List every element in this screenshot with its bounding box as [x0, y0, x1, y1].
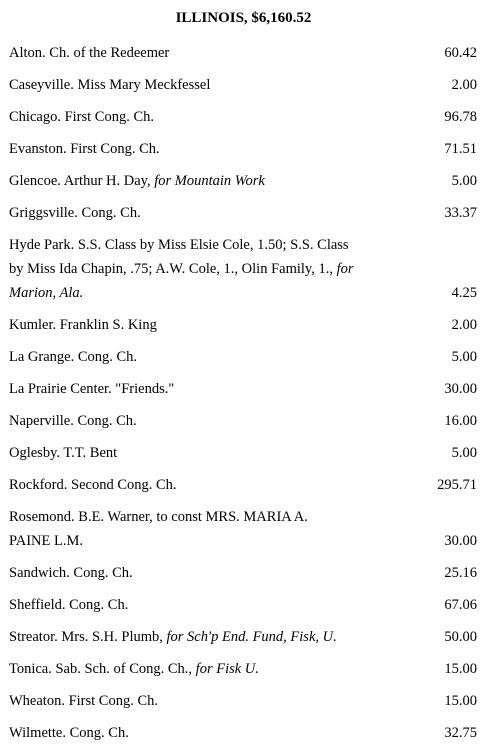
- entry-line: [9, 529, 409, 553]
- list-item: [9, 625, 477, 649]
- entry-text: Caseyville. Miss Mary Meckfessel: [9, 77, 211, 93]
- entry-description: [9, 233, 409, 305]
- entry-text: Tonica. Sab. Sch. of Cong. Ch.,: [9, 661, 196, 677]
- entry-line: [9, 345, 409, 369]
- entry-line: [9, 313, 409, 337]
- entry-text: Oglesby. T.T. Bent: [9, 445, 118, 461]
- entry-amount: 5.00: [451, 349, 477, 365]
- entry-description: [9, 73, 409, 97]
- entry-line: [9, 657, 409, 681]
- entry-amount: 16.00: [444, 413, 477, 429]
- list-item: [9, 41, 477, 65]
- entry-text: Rockford. Second Cong. Ch.: [9, 477, 177, 493]
- entry-line: [9, 73, 409, 97]
- entry-description: [9, 201, 409, 225]
- entry-text: Griggsville. Cong. Ch.: [9, 205, 141, 221]
- entry-amount: 33.37: [444, 205, 477, 221]
- entry-line: [9, 281, 409, 305]
- entry-line: [9, 473, 409, 497]
- entry-amount: 96.78: [444, 109, 477, 125]
- entry-text: Chicago. First Cong. Ch.: [9, 109, 155, 125]
- entry-designation: for Fisk U.: [195, 661, 259, 677]
- entry-description: [9, 689, 409, 713]
- entry-text: Alton. Ch. of the Redeemer: [9, 45, 170, 61]
- entry-line: [9, 41, 409, 65]
- entry-line: [9, 441, 409, 465]
- entry-amount: 30.00: [444, 381, 477, 397]
- entry-amount: 67.06: [444, 597, 477, 613]
- list-item: [9, 73, 477, 97]
- entry-line: [9, 377, 409, 401]
- entry-designation: for Mountain Work: [154, 173, 265, 189]
- entry-line: [9, 721, 409, 745]
- list-item: [9, 657, 477, 681]
- entry-text: by Miss Ida Chapin, .75; A.W. Cole, 1., Olin Family, 1.,: [9, 261, 337, 277]
- list-item: [9, 377, 477, 401]
- list-item: [9, 505, 477, 553]
- entry-text: Streator. Mrs. S.H. Plumb,: [9, 629, 167, 645]
- list-item: [9, 201, 477, 225]
- entry-amount: 5.00: [451, 445, 477, 461]
- entry-description: [9, 561, 409, 585]
- entry-line: [9, 561, 409, 585]
- entry-description: [9, 441, 409, 465]
- entry-line: [9, 593, 409, 617]
- list-item: [9, 441, 477, 465]
- entry-line: [9, 257, 409, 281]
- entry-text: Naperville. Cong. Ch.: [9, 413, 137, 429]
- entry-amount: 25.16: [444, 565, 477, 581]
- list-item: [9, 105, 477, 129]
- entry-text: Rosemond. B.E. Warner, to const MRS. MARIA A.: [9, 509, 308, 525]
- entry-designation: Marion, Ala.: [9, 285, 84, 301]
- entry-text: Kumler. Franklin S. King: [9, 317, 157, 333]
- entry-description: [9, 169, 409, 193]
- list-item: [9, 593, 477, 617]
- list-item: [9, 345, 477, 369]
- list-item: [9, 561, 477, 585]
- entry-line: [9, 169, 409, 193]
- list-item: [9, 473, 477, 497]
- entry-description: [9, 721, 409, 745]
- entry-description: [9, 593, 409, 617]
- entry-description: [9, 137, 409, 161]
- page-title: ILLINOIS, $6,160.52: [175, 10, 312, 26]
- list-item: [9, 137, 477, 161]
- entry-description: [9, 345, 409, 369]
- entry-designation: for: [336, 261, 354, 277]
- entry-text: Wilmette. Cong. Ch.: [9, 725, 129, 741]
- entry-line: [9, 137, 409, 161]
- entry-amount: 2.00: [451, 317, 477, 333]
- entry-amount: 2.00: [451, 77, 477, 93]
- entry-description: [9, 377, 409, 401]
- list-item: [9, 721, 477, 745]
- entry-text: Glencoe. Arthur H. Day,: [9, 173, 155, 189]
- list-item: [9, 233, 477, 305]
- entry-text: Sheffield. Cong. Ch.: [9, 597, 129, 613]
- entry-description: [9, 657, 409, 681]
- entry-description: [9, 313, 409, 337]
- entry-amount: 4.25: [451, 285, 477, 301]
- entry-designation: for Sch'p End. Fund, Fisk, U.: [166, 629, 337, 645]
- entry-line: [9, 201, 409, 225]
- list-item: [9, 169, 477, 193]
- entry-line: [9, 233, 409, 257]
- entry-amount: 50.00: [444, 629, 477, 645]
- entry-line: [9, 105, 409, 129]
- entry-text: La Prairie Center. "Friends.": [9, 381, 175, 397]
- entry-description: [9, 409, 409, 433]
- entry-amount: 5.00: [451, 173, 477, 189]
- entry-amount: 71.51: [444, 141, 477, 157]
- entry-description: [9, 105, 409, 129]
- entry-description: [9, 625, 409, 649]
- entry-line: [9, 505, 409, 529]
- list-item: [9, 313, 477, 337]
- entry-amount: 295.71: [437, 477, 477, 493]
- entry-line: [9, 409, 409, 433]
- entry-description: [9, 473, 409, 497]
- entry-text: PAINE L.M.: [9, 533, 83, 549]
- entry-text: Evanston. First Cong. Ch.: [9, 141, 160, 157]
- entry-description: [9, 505, 409, 553]
- entry-text: La Grange. Cong. Ch.: [9, 349, 138, 365]
- list-item: [9, 409, 477, 433]
- entry-amount: 60.42: [444, 45, 477, 61]
- entry-amount: 32.75: [444, 725, 477, 741]
- entry-description: [9, 41, 409, 65]
- list-item: [9, 689, 477, 713]
- entry-line: [9, 625, 409, 649]
- entry-line: [9, 689, 409, 713]
- entry-text: Wheaton. First Cong. Ch.: [9, 693, 159, 709]
- entry-amount: 15.00: [444, 693, 477, 709]
- entry-text: Hyde Park. S.S. Class by Miss Elsie Cole, 1.50; S.S. Class: [9, 237, 349, 253]
- entry-amount: 30.00: [444, 533, 477, 549]
- entry-amount: 15.00: [444, 661, 477, 677]
- entry-text: Sandwich. Cong. Ch.: [9, 565, 133, 581]
